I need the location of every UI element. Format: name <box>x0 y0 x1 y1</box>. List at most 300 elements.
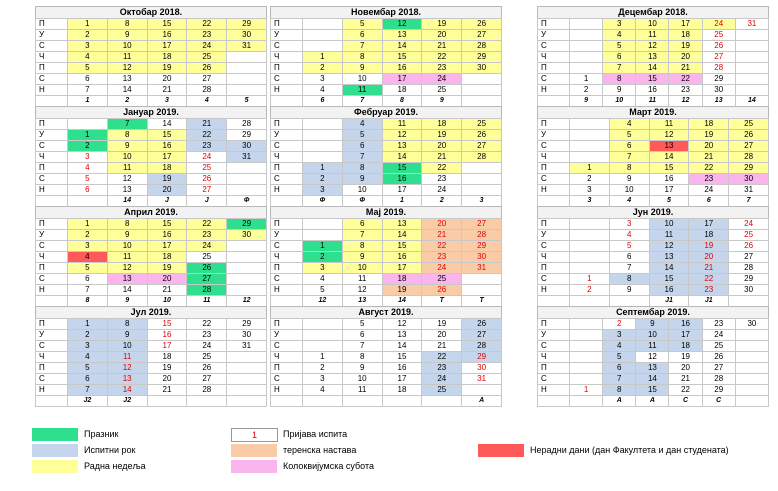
legend-label: Пријава испита <box>283 429 348 439</box>
date-cell: 13 <box>107 185 147 196</box>
week-number: С <box>669 396 702 407</box>
date-cell: 7 <box>603 374 636 385</box>
date-cell: 29 <box>227 130 267 141</box>
week-number <box>382 396 422 407</box>
date-cell: 20 <box>689 141 729 152</box>
weekday-label: Н <box>538 285 570 296</box>
date-cell: 24 <box>422 185 462 196</box>
month-title: Мај 2019. <box>270 206 502 218</box>
date-cell: 7 <box>603 63 636 74</box>
weekday-label: П <box>271 319 303 330</box>
weekday-row <box>36 241 267 252</box>
legend-sample-number: 1 <box>231 428 278 442</box>
date-cell: 24 <box>689 185 729 196</box>
date-cell: 18 <box>422 119 462 130</box>
weekday-label: Ч <box>36 52 68 63</box>
weekday-label: С <box>36 241 68 252</box>
weekday-row <box>271 52 502 63</box>
weekday-label: С <box>36 374 68 385</box>
date-cell: 20 <box>689 252 729 263</box>
week-label-spacer <box>538 396 570 407</box>
month-february-2019 <box>270 106 502 207</box>
weekday-label: П <box>538 363 570 374</box>
weekday-label: Ч <box>36 152 68 163</box>
weekday-label: У <box>538 30 570 41</box>
date-cell: 11 <box>342 385 382 396</box>
week-label-spacer <box>271 196 303 207</box>
date-cell: 20 <box>422 30 462 41</box>
week-number-row <box>271 296 502 307</box>
date-cell: 25 <box>702 30 735 41</box>
date-cell <box>227 85 267 96</box>
month-title: Новембар 2018. <box>270 6 502 18</box>
date-cell: 27 <box>729 252 769 263</box>
month-grid <box>35 118 267 207</box>
date-cell: 29 <box>227 19 267 30</box>
date-cell: 2 <box>68 230 108 241</box>
weekday-row <box>36 274 267 285</box>
week-number: 4 <box>187 96 227 107</box>
date-cell: 7 <box>68 385 108 396</box>
date-cell: 21 <box>187 119 227 130</box>
weekday-label: С <box>36 41 68 52</box>
date-cell <box>735 85 768 96</box>
date-cell: 14 <box>107 385 147 396</box>
date-cell: 24 <box>729 219 769 230</box>
weekday-row <box>271 185 502 196</box>
date-cell: 8 <box>107 19 147 30</box>
date-cell: 17 <box>147 341 187 352</box>
weekday-label: У <box>36 330 68 341</box>
week-label-spacer <box>538 96 570 107</box>
weekday-label: Ч <box>271 252 303 263</box>
date-cell: 28 <box>702 374 735 385</box>
week-number: Ј1 <box>649 296 689 307</box>
date-cell: 22 <box>422 241 462 252</box>
date-cell <box>462 174 502 185</box>
date-cell <box>303 141 343 152</box>
date-cell: 15 <box>147 130 187 141</box>
date-cell <box>462 74 502 85</box>
date-cell: 4 <box>68 352 108 363</box>
date-cell: 14 <box>649 152 689 163</box>
weekday-row <box>36 219 267 230</box>
weekday-label: У <box>538 230 570 241</box>
date-cell: 23 <box>187 141 227 152</box>
date-cell: 22 <box>689 274 729 285</box>
date-cell: 9 <box>342 63 382 74</box>
date-cell: 20 <box>147 185 187 196</box>
date-cell: 14 <box>636 63 669 74</box>
date-cell: 15 <box>382 52 422 63</box>
date-cell: 29 <box>227 219 267 230</box>
week-number: 4 <box>609 196 649 207</box>
weekday-label: У <box>271 330 303 341</box>
date-cell <box>303 19 343 30</box>
weekday-label: С <box>271 174 303 185</box>
weekday-label: П <box>36 263 68 274</box>
date-cell: 8 <box>603 385 636 396</box>
week-label-spacer <box>271 96 303 107</box>
date-cell: 26 <box>187 63 227 74</box>
date-cell: 21 <box>147 85 187 96</box>
weekday-label: С <box>538 141 570 152</box>
week-number <box>303 396 343 407</box>
month-september-2019 <box>537 306 769 407</box>
weekday-label: Н <box>538 85 570 96</box>
week-number: 7 <box>342 96 382 107</box>
weekday-row <box>538 130 769 141</box>
date-cell: 2 <box>303 252 343 263</box>
week-number: А <box>462 396 502 407</box>
week-number-row <box>538 296 769 307</box>
weekday-row <box>271 252 502 263</box>
date-cell: 11 <box>107 52 147 63</box>
date-cell: 18 <box>382 385 422 396</box>
weekday-row <box>271 152 502 163</box>
date-cell: 21 <box>422 152 462 163</box>
month-october-2018 <box>35 6 267 107</box>
date-cell <box>570 352 603 363</box>
date-cell: 17 <box>382 74 422 85</box>
weekday-label: П <box>36 119 68 130</box>
date-cell: 2 <box>303 63 343 74</box>
month-april-2019 <box>35 206 267 307</box>
weekday-label: Ч <box>538 352 570 363</box>
date-cell <box>570 130 610 141</box>
weekday-row <box>271 30 502 41</box>
week-number <box>422 396 462 407</box>
weekday-label: П <box>36 363 68 374</box>
date-cell: 22 <box>187 130 227 141</box>
weekday-row <box>36 52 267 63</box>
date-cell: 16 <box>649 174 689 185</box>
date-cell <box>227 385 267 396</box>
week-number: 10 <box>147 296 187 307</box>
legend-label: Радна недеља <box>84 461 146 471</box>
date-cell: 15 <box>147 319 187 330</box>
date-cell: 6 <box>342 219 382 230</box>
date-cell: 5 <box>342 319 382 330</box>
date-cell: 15 <box>649 163 689 174</box>
date-cell <box>735 385 768 396</box>
date-cell: 1 <box>303 163 343 174</box>
date-cell: 14 <box>107 85 147 96</box>
date-cell: 30 <box>227 230 267 241</box>
weekday-row <box>538 141 769 152</box>
week-number <box>570 296 610 307</box>
weekday-row <box>538 285 769 296</box>
date-cell: 1 <box>570 163 610 174</box>
date-cell: 16 <box>382 252 422 263</box>
date-cell: 9 <box>609 174 649 185</box>
weekday-label: Ч <box>271 152 303 163</box>
date-cell: 7 <box>107 119 147 130</box>
date-cell: 24 <box>422 374 462 385</box>
date-cell: 29 <box>729 163 769 174</box>
date-cell: 20 <box>147 374 187 385</box>
date-cell: 30 <box>227 330 267 341</box>
week-number <box>735 396 768 407</box>
date-cell: 14 <box>147 119 187 130</box>
date-cell: 27 <box>462 219 502 230</box>
date-cell: 4 <box>609 119 649 130</box>
week-label-spacer <box>36 396 68 407</box>
date-cell: 30 <box>462 363 502 374</box>
date-cell: 15 <box>636 74 669 85</box>
weekday-row <box>271 119 502 130</box>
date-cell <box>303 230 343 241</box>
month-title: Јул 2019. <box>35 306 267 318</box>
week-number-row <box>36 196 267 207</box>
date-cell: 23 <box>422 63 462 74</box>
date-cell: 17 <box>147 152 187 163</box>
week-number: 11 <box>636 96 669 107</box>
weekday-row <box>538 163 769 174</box>
week-number-row <box>271 96 502 107</box>
date-cell: 21 <box>147 385 187 396</box>
date-cell: 8 <box>107 219 147 230</box>
date-cell: 18 <box>147 252 187 263</box>
date-cell <box>227 63 267 74</box>
date-cell: 21 <box>689 263 729 274</box>
date-cell: 12 <box>107 63 147 74</box>
date-cell: 13 <box>382 141 422 152</box>
date-cell: 17 <box>649 185 689 196</box>
date-cell: 25 <box>187 163 227 174</box>
date-cell <box>735 74 768 85</box>
weekday-label: Ч <box>538 252 570 263</box>
week-number <box>147 396 187 407</box>
weekday-label: С <box>36 74 68 85</box>
weekday-row <box>538 63 769 74</box>
date-cell: 27 <box>702 52 735 63</box>
weekday-row <box>36 285 267 296</box>
date-cell <box>462 385 502 396</box>
date-cell: 21 <box>147 285 187 296</box>
weekday-label: С <box>36 274 68 285</box>
date-cell: 27 <box>462 330 502 341</box>
month-january-2019 <box>35 106 267 207</box>
date-cell: 9 <box>603 85 636 96</box>
date-cell: 28 <box>227 119 267 130</box>
date-cell: 19 <box>689 130 729 141</box>
weekday-row <box>538 230 769 241</box>
legend-swatch <box>32 428 78 441</box>
date-cell: 12 <box>649 241 689 252</box>
date-cell: 9 <box>107 230 147 241</box>
date-cell: 6 <box>603 52 636 63</box>
date-cell <box>227 74 267 85</box>
date-cell: 27 <box>462 30 502 41</box>
date-cell: 7 <box>342 341 382 352</box>
weekday-row <box>271 85 502 96</box>
date-cell: 15 <box>649 274 689 285</box>
date-cell: 16 <box>649 285 689 296</box>
date-cell: 21 <box>422 41 462 52</box>
weekday-row <box>538 341 769 352</box>
weekday-row <box>538 330 769 341</box>
date-cell: 26 <box>702 41 735 52</box>
date-cell: 24 <box>187 152 227 163</box>
week-number-row <box>538 96 769 107</box>
date-cell: 23 <box>187 330 227 341</box>
week-number: 5 <box>227 96 267 107</box>
week-number: 3 <box>462 196 502 207</box>
week-number-row <box>271 196 502 207</box>
date-cell: 2 <box>303 363 343 374</box>
weekday-label: С <box>271 41 303 52</box>
weekday-label: Ч <box>538 152 570 163</box>
legend-label: Колоквијумска субота <box>283 461 374 471</box>
date-cell: 30 <box>462 252 502 263</box>
date-cell: 23 <box>422 252 462 263</box>
date-cell: 13 <box>382 219 422 230</box>
date-cell: 30 <box>227 30 267 41</box>
weekday-label: Н <box>36 285 68 296</box>
date-cell <box>570 319 603 330</box>
date-cell: 12 <box>107 363 147 374</box>
weekday-row <box>271 19 502 30</box>
weekday-row <box>36 319 267 330</box>
date-cell: 27 <box>187 274 227 285</box>
date-cell: 11 <box>107 252 147 263</box>
legend-swatch <box>231 460 277 473</box>
weekday-row <box>36 85 267 96</box>
date-cell: 19 <box>669 41 702 52</box>
date-cell: 8 <box>107 130 147 141</box>
date-cell <box>735 63 768 74</box>
weekday-label: У <box>271 230 303 241</box>
date-cell: 9 <box>342 252 382 263</box>
weekday-label: С <box>271 274 303 285</box>
date-cell <box>570 252 610 263</box>
date-cell: 25 <box>187 252 227 263</box>
weekday-label: У <box>271 30 303 41</box>
date-cell: 18 <box>689 119 729 130</box>
week-label-spacer <box>271 396 303 407</box>
date-cell: 4 <box>303 385 343 396</box>
date-cell: 20 <box>669 363 702 374</box>
month-august-2019 <box>270 306 502 407</box>
date-cell: 14 <box>382 341 422 352</box>
legend-label: Нерадни дани (дан Факултета и дан студената) <box>530 445 729 455</box>
weekday-row <box>271 341 502 352</box>
week-number: 6 <box>689 196 729 207</box>
date-cell: 7 <box>342 230 382 241</box>
date-cell: 3 <box>303 374 343 385</box>
date-cell: 1 <box>68 219 108 230</box>
month-grid <box>537 318 769 407</box>
weekday-row <box>538 263 769 274</box>
date-cell: 4 <box>68 163 108 174</box>
week-label-spacer <box>538 196 570 207</box>
week-number: 9 <box>570 96 603 107</box>
date-cell: 12 <box>636 352 669 363</box>
weekday-row <box>538 319 769 330</box>
date-cell <box>462 274 502 285</box>
date-cell: 26 <box>422 285 462 296</box>
date-cell: 29 <box>729 274 769 285</box>
month-title: Фебруар 2019. <box>270 106 502 118</box>
week-number: Ф <box>303 196 343 207</box>
date-cell: 21 <box>689 152 729 163</box>
weekday-row <box>36 230 267 241</box>
date-cell <box>303 130 343 141</box>
date-cell: 23 <box>187 230 227 241</box>
date-cell: 30 <box>702 85 735 96</box>
date-cell <box>570 219 610 230</box>
weekday-label: С <box>538 274 570 285</box>
date-cell: 5 <box>68 63 108 74</box>
week-number: 3 <box>147 96 187 107</box>
week-number: 2 <box>422 196 462 207</box>
date-cell: 25 <box>422 385 462 396</box>
date-cell: 18 <box>147 352 187 363</box>
week-number: Т <box>462 296 502 307</box>
month-title: Април 2019. <box>35 206 267 218</box>
date-cell: 31 <box>227 152 267 163</box>
date-cell: 3 <box>609 219 649 230</box>
date-cell <box>570 374 603 385</box>
date-cell <box>303 341 343 352</box>
date-cell: 11 <box>107 352 147 363</box>
date-cell: 7 <box>609 263 649 274</box>
weekday-label: У <box>538 330 570 341</box>
date-cell: 26 <box>729 130 769 141</box>
date-cell: 10 <box>342 185 382 196</box>
month-grid <box>537 18 769 107</box>
weekday-label: С <box>271 374 303 385</box>
date-cell <box>227 174 267 185</box>
weekday-row <box>271 363 502 374</box>
weekday-label: Н <box>271 85 303 96</box>
date-cell: 2 <box>303 174 343 185</box>
week-number: 5 <box>649 196 689 207</box>
date-cell: 30 <box>729 285 769 296</box>
date-cell: 31 <box>227 341 267 352</box>
date-cell <box>227 263 267 274</box>
weekday-label: С <box>36 141 68 152</box>
weekday-row <box>36 30 267 41</box>
week-number: А <box>603 396 636 407</box>
date-cell: 5 <box>303 285 343 296</box>
date-cell: 26 <box>462 319 502 330</box>
date-cell <box>570 19 603 30</box>
date-cell <box>570 141 610 152</box>
date-cell <box>735 352 768 363</box>
date-cell: 16 <box>147 330 187 341</box>
date-cell: 3 <box>68 41 108 52</box>
month-grid <box>35 218 267 307</box>
weekday-row <box>271 263 502 274</box>
date-cell: 28 <box>462 152 502 163</box>
date-cell: 13 <box>382 330 422 341</box>
date-cell: 21 <box>669 374 702 385</box>
weekday-row <box>538 41 769 52</box>
date-cell: 3 <box>303 74 343 85</box>
week-number: 13 <box>342 296 382 307</box>
week-number: 1 <box>68 96 108 107</box>
week-label-spacer <box>36 196 68 207</box>
date-cell <box>570 363 603 374</box>
date-cell: 22 <box>187 219 227 230</box>
week-number-row <box>36 296 267 307</box>
date-cell: 27 <box>187 374 227 385</box>
date-cell: 6 <box>68 274 108 285</box>
date-cell: 30 <box>735 319 768 330</box>
date-cell: 24 <box>422 263 462 274</box>
